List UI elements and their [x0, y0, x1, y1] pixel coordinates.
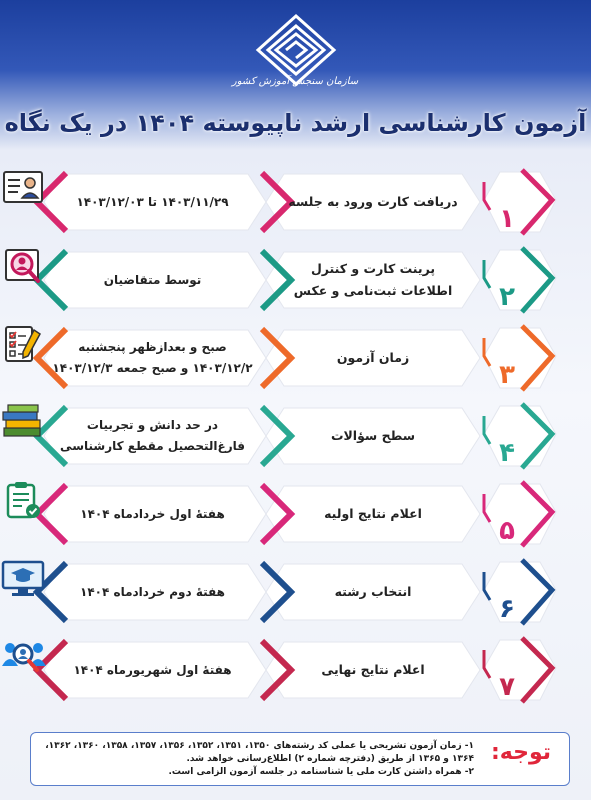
rows.1.value-line-1: توسط متقاضیان	[103, 272, 202, 287]
step-label	[268, 480, 478, 548]
step-label	[268, 168, 478, 236]
rows.4.value-line-1: هفتهٔ اول خردادماه ۱۴۰۴	[80, 506, 225, 521]
note-line-2: ۱۳۶۴ و ۱۳۶۵ از طریق (دفترچه شماره ۲) اطلاع‌رسانی خواهد شد.	[186, 754, 474, 764]
step-label	[268, 246, 478, 314]
rows.5.value-line-1: هفتهٔ دوم خردادماه ۱۴۰۴	[80, 584, 225, 599]
rows.2.label-line-1: زمان آزمون	[336, 350, 410, 365]
step-value	[45, 480, 260, 548]
step-value	[45, 246, 260, 314]
magnifier-profile-icon	[0, 246, 46, 286]
note-line-3: ۲- همراه داشتن کارت ملی یا شناسنامه در جلسه آزمون الزامی است.	[168, 767, 474, 777]
step-number: ۴	[499, 438, 515, 468]
step-value	[45, 402, 260, 470]
step-value	[45, 324, 260, 392]
step-number: ۶	[499, 594, 515, 624]
step-value	[45, 558, 260, 626]
clipboard-check-icon	[0, 480, 46, 520]
step-value	[45, 636, 260, 704]
note-heading: توجه:	[490, 740, 552, 765]
note-line-1: ۱- زمان آزمون تشریحی یا عملی کد رشته‌های ۱۳۵۰، ۱۳۵۱، ۱۳۵۲، ۱۳۵۶، ۱۳۵۷، ۱۳۵۸، ۱۳۶۰، ۱۳۶۲،	[45, 741, 474, 751]
step-label	[268, 558, 478, 626]
id-card-icon	[0, 168, 46, 208]
timeline-row	[0, 246, 591, 314]
step-number: ۳	[499, 360, 515, 390]
rows.6.label-line-1: اعلام نتایج نهایی	[321, 662, 425, 677]
page-title: آزمون کارشناسی ارشد ناپیوسته ۱۴۰۴ در یک نگاه	[4, 109, 587, 137]
step-label	[268, 402, 478, 470]
timeline-row	[0, 324, 591, 392]
rows.3.value-line-1: در حد دانش و تجربیات	[86, 418, 219, 432]
step-label	[268, 324, 478, 392]
timeline-row	[0, 636, 591, 704]
people-search-icon	[0, 636, 46, 676]
rows.6.value-line-1: هفتهٔ اول شهریورماه ۱۴۰۴	[73, 662, 232, 677]
step-number: ۵	[499, 516, 515, 546]
monitor-graduation-icon	[0, 558, 46, 598]
step-number: ۲	[499, 282, 515, 312]
books-icon	[0, 402, 46, 442]
rows.3.value-line-2: فارغ‌التحصیل مقطع کارشناسی	[60, 439, 245, 453]
rows.2.value-line-1: صبح و بعدازظهر پنجشنبه	[78, 340, 227, 354]
step-number: ۷	[499, 672, 515, 702]
step-value	[45, 168, 260, 236]
timeline-row	[0, 480, 591, 548]
organization-name: سازمان سنجش آموزش کشور	[231, 76, 359, 87]
rows.0.label-line-1: دریافت کارت ورود به جلسه	[288, 194, 458, 209]
rows.0.value-line-1: ۱۴۰۳/۱۱/۲۹ تا ۱۴۰۳/۱۲/۰۳	[76, 194, 229, 209]
step-number: ۱	[499, 204, 515, 234]
note-body	[36, 740, 474, 779]
rows.2.value-line-2: ۱۴۰۳/۱۲/۲ و صبح جمعه ۱۴۰۳/۱۲/۳	[52, 361, 253, 375]
rows.5.label-line-1: انتخاب رشته	[334, 584, 412, 599]
timeline-row	[0, 558, 591, 626]
rows.4.label-line-1: اعلام نتایج اولیه	[324, 506, 422, 521]
rows.1.label-line-2: اطلاعات ثبت‌نامی و عکس	[293, 283, 453, 298]
timeline-row	[0, 168, 591, 236]
checklist-pencil-icon	[0, 324, 46, 364]
rows.1.label-line-1: پرینت کارت و کنترل	[310, 261, 436, 276]
step-label	[268, 636, 478, 704]
rows.3.label-line-1: سطح سؤالات	[330, 428, 416, 443]
timeline-row	[0, 402, 591, 470]
